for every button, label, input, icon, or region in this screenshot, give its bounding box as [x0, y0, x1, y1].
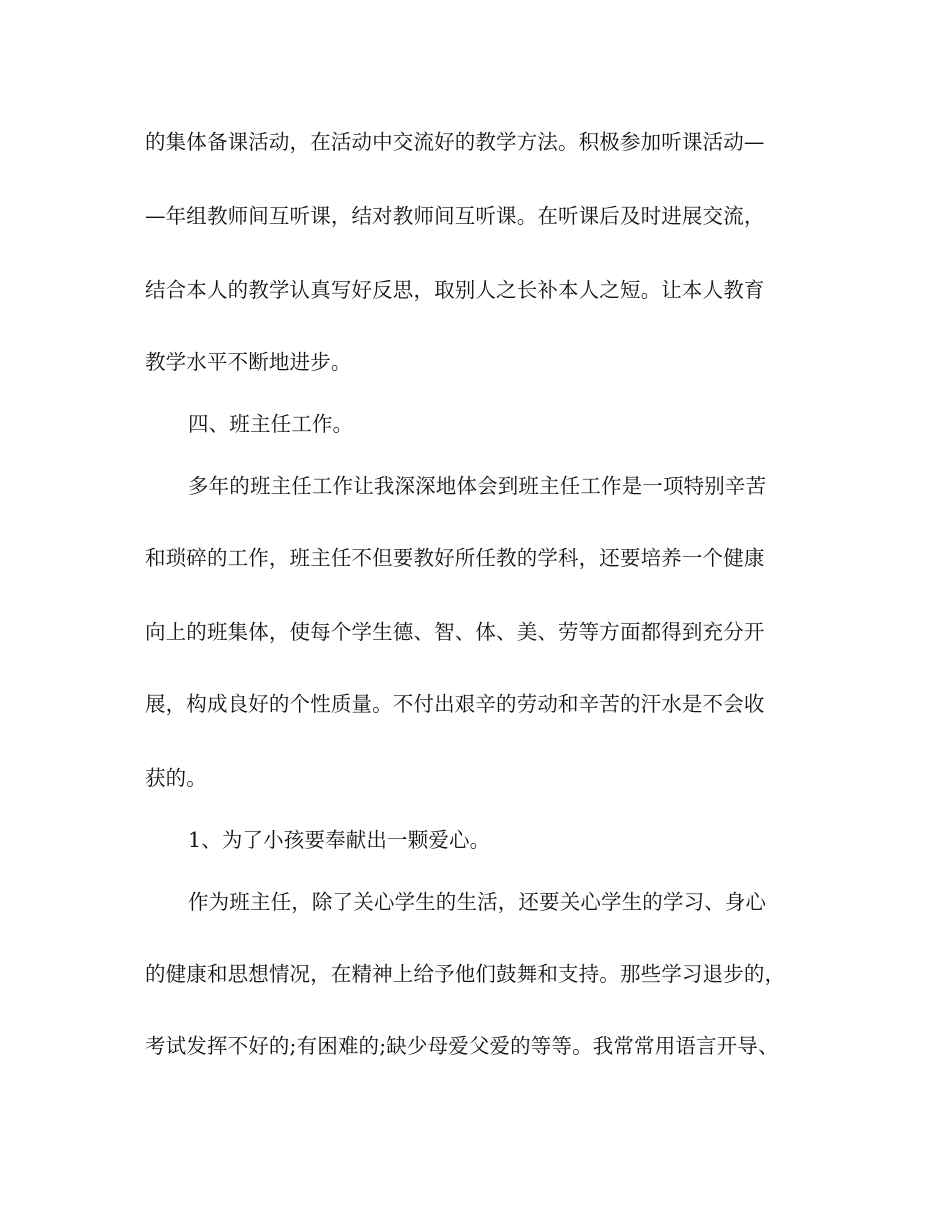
body-line: 作为班主任，除了关心学生的生活，还要关心学生的学习、身心	[188, 890, 767, 914]
body-line: 向上的班集体，使每个学生德、智、体、美、劳等方面都得到充分开	[145, 620, 765, 644]
body-line: 的集体备课活动，在活动中交流好的教学方法。积极参加听课活动—	[145, 130, 765, 154]
body-line: 获的。	[145, 766, 207, 790]
body-line: 教学水平不断地进步。	[145, 350, 352, 374]
body-line: 多年的班主任工作让我深深地体会到班主任工作是一项特别辛苦	[188, 474, 767, 498]
body-line: —年组教师间互听课，结对教师间互听课。在听课后及时进展交流，	[145, 204, 765, 228]
subsection-heading: 1、为了小孩要奉献出一颗爱心。	[188, 828, 491, 852]
body-line: 展，构成良好的个性质量。不付出艰辛的劳动和辛苦的汗水是不会收	[145, 692, 765, 716]
body-line: 和琐碎的工作，班主任不但要教好所任教的学科，还要培养一个健康	[145, 546, 765, 570]
body-line: 的健康和思想情况，在精神上给予他们鼓舞和支持。那些学习退步的，	[145, 962, 786, 986]
body-line: 结合本人的教学认真写好反思，取别人之长补本人之短。让本人教育	[145, 278, 765, 302]
section-heading: 四、班主任工作。	[188, 412, 354, 436]
body-line: 考试发挥不好的;有困难的;缺少母爱父爱的等等。我常常用语言开导、	[145, 1034, 779, 1058]
